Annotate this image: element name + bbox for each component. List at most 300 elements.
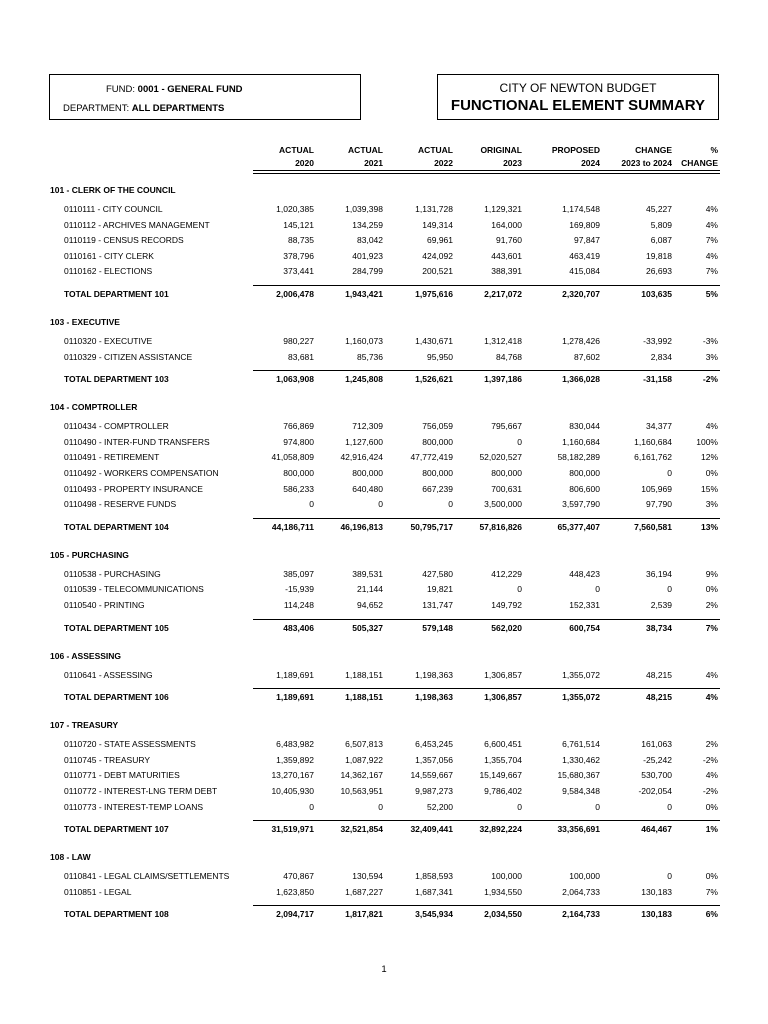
column-header [279,144,314,169]
cell-value: 3,597,790 [562,499,600,510]
cell-value: 756,059 [422,421,453,432]
cell-value: 33,356,691 [557,824,600,835]
total-row [0,621,768,635]
section-title-label: 106 - ASSESSING [50,650,122,661]
cell-value: 800,000 [352,468,383,478]
cell-value: 94,652 [357,600,383,610]
cell-value: 83,681 [288,351,314,362]
column-header-line2: CHANGE [681,157,718,168]
cell-value: 579,148 [422,622,453,633]
table-row-label: 0110841 - LEGAL CLAIMS/SETTLEMENTS [64,871,230,882]
fund-value: 0001 - GENERAL FUND [137,84,243,95]
table-row [0,482,768,496]
section-title-label: 105 - PURCHASING [50,549,129,560]
cell-value: 0 [448,499,453,510]
cell-value: 6,453,245 [415,739,453,750]
cell-value: 0 [667,801,672,812]
page-number: 1 [381,964,387,975]
cell-value: 87,602 [574,351,600,362]
cell-value: 100,000 [491,871,522,882]
cell-value: 2,539 [650,600,672,610]
table-row-label: 0110773 - INTEREST-TEMP LOANS [64,801,204,812]
cell-value: 13% [700,521,718,532]
total-rule [253,285,720,286]
cell-value: 1% [705,824,718,835]
section-title-label: 104 - COMPTROLLER [50,402,138,413]
table-row-label: 0110111 - CITY COUNCIL [64,204,163,214]
table-row-label: 0110320 - EXECUTIVE [64,336,153,346]
cell-value: 443,601 [491,250,522,261]
cell-value: 31,519,971 [271,824,314,835]
cell-value: 6,507,813 [345,739,383,750]
cell-value: 373,441 [283,266,314,277]
cell-value: 0 [667,871,672,882]
table-row [0,497,768,511]
column-header-line2: 2020 [295,157,314,168]
cell-value: 800,000 [422,468,453,478]
cell-value: 65,377,407 [557,521,600,532]
cell-value: 26,693 [646,266,672,277]
cell-value: 5,809 [650,219,672,230]
table-row-label: 0110161 - CITY CLERK [64,250,154,261]
cell-value: 795,667 [491,421,522,432]
cell-value: 6,761,514 [562,739,600,750]
cell-value: 131,747 [422,600,453,610]
cell-value: 100,000 [569,871,600,882]
column-header-line2: 2024 [581,157,600,168]
cell-value: 4% [705,250,718,261]
column-header-line1: ORIGINAL [480,145,522,155]
cell-value: 1,020,385 [276,204,314,214]
cell-value: 95,950 [427,351,453,362]
department-value: ALL DEPARTMENTS [131,103,225,114]
cell-value: 38,734 [646,622,672,633]
cell-value: 378,796 [283,250,314,261]
cell-value: 766,869 [283,421,314,432]
cell-value: 980,227 [283,336,314,346]
table-row [0,768,768,782]
cell-value: 149,792 [491,600,522,610]
report-title-city: CITY OF NEWTON BUDGET [499,81,657,95]
cell-value: 149,314 [422,219,453,230]
table-row-label: 0110772 - INTEREST-LNG TERM DEBT [64,786,218,796]
cell-value: 0 [517,436,522,447]
total-row-label: TOTAL DEPARTMENT 106 [64,692,169,703]
cell-value: 700,631 [491,483,522,494]
cell-value: 15,149,667 [479,770,522,781]
cell-value: 830,044 [569,421,600,432]
cell-value: 0 [667,584,672,595]
cell-value: 88,735 [288,235,314,246]
cell-value: 1,188,151 [345,669,383,680]
cell-value: 6,087 [650,235,672,246]
cell-value: 9,987,273 [415,786,453,796]
cell-value: 412,229 [491,568,522,579]
total-row [0,690,768,704]
cell-value: 1,131,728 [415,204,453,214]
cell-value: 1,366,028 [562,374,600,385]
cell-value: 0 [378,801,383,812]
cell-value: 464,467 [641,824,672,835]
total-row-label: TOTAL DEPARTMENT 107 [64,824,169,835]
fund-line [106,84,243,95]
table-row [0,737,768,751]
cell-value: 401,923 [352,250,383,261]
cell-value: 3% [705,499,718,510]
cell-value: 91,760 [496,235,522,246]
cell-value: 974,800 [283,436,314,447]
column-header-line2: 2023 [503,157,522,168]
cell-value: 1,087,922 [345,754,383,765]
column-header [348,144,383,169]
cell-value: 530,700 [641,770,672,781]
cell-value: 0% [705,468,718,478]
table-row-label: 0110851 - LEGAL [64,886,132,897]
total-rule [253,370,720,371]
cell-value: 448,423 [569,568,600,579]
cell-value: 712,309 [352,421,383,432]
column-header-line1: PROPOSED [551,145,600,155]
total-row [0,287,768,301]
cell-value: 3% [705,351,718,362]
section-title [0,400,768,414]
table-row-label: 0110745 - TREASURY [64,754,150,765]
table-row-label: 0110540 - PRINTING [64,600,145,610]
cell-value: 83,042 [357,235,383,246]
table-row [0,784,768,798]
table-row-label: 0110539 - TELECOMMUNICATIONS [64,584,204,595]
column-header-line1: ACTUAL [418,145,453,155]
column-header [681,144,718,169]
cell-value: 424,092 [422,250,453,261]
cell-value: 103,635 [641,289,672,299]
table-row-label: 0110641 - ASSESSING [64,669,153,680]
cell-value: 2,034,550 [484,909,522,920]
cell-value: 19,818 [646,250,672,261]
cell-value: 42,916,424 [340,452,383,463]
cell-value: 2,064,733 [562,886,600,897]
cell-value: 1,312,418 [484,336,522,346]
cell-value: 1,189,691 [276,669,314,680]
cell-value: 10,405,930 [271,786,314,796]
cell-value: 9% [705,568,718,579]
cell-value: 562,020 [491,622,522,633]
table-row-label: 0110162 - ELECTIONS [64,266,153,277]
cell-value: 0 [595,584,600,595]
cell-value: 15% [700,483,718,494]
cell-value: -2% [702,786,718,796]
cell-value: 5% [705,289,718,299]
cell-value: 47,772,419 [410,452,453,463]
table-row [0,753,768,767]
cell-value: 0 [378,499,383,510]
total-row [0,907,768,921]
table-row-label: 0110490 - INTER-FUND TRANSFERS [64,436,210,447]
cell-value: 152,331 [569,600,600,610]
cell-value: 1,858,593 [415,871,453,882]
cell-value: 2,164,733 [562,909,600,920]
cell-value: 0 [517,584,522,595]
column-header-line2: 2023 to 2024 [621,157,672,168]
total-row [0,822,768,836]
table-row [0,419,768,433]
cell-value: 1,306,857 [484,692,522,703]
fund-info-box [49,74,361,120]
cell-value: 9,786,402 [484,786,522,796]
column-header [552,144,600,169]
cell-value: 48,215 [646,669,672,680]
cell-value: 48,215 [646,692,672,703]
column-header-line1: ACTUAL [279,145,314,155]
cell-value: 385,097 [283,568,314,579]
cell-value: 415,084 [569,266,600,277]
cell-value: 2,006,478 [276,289,314,299]
cell-value: 0 [667,468,672,478]
cell-value: 44,186,711 [271,521,314,532]
total-rule [253,619,720,620]
table-row [0,435,768,449]
cell-value: -15,939 [285,584,314,595]
cell-value: 1,063,908 [276,374,314,385]
cell-value: 130,183 [641,886,672,897]
table-row-label: 0110434 - COMPTROLLER [64,421,169,432]
cell-value: 800,000 [422,436,453,447]
cell-value: 0% [705,584,718,595]
cell-value: 169,809 [569,219,600,230]
cell-value: 2% [705,600,718,610]
section-title [0,649,768,663]
cell-value: 600,754 [569,622,600,633]
department-line [63,103,224,114]
table-row [0,598,768,612]
cell-value: 97,847 [574,235,600,246]
table-row [0,264,768,278]
table-row-label: 0110492 - WORKERS COMPENSATION [64,468,219,478]
table-row [0,249,768,263]
cell-value: 52,200 [427,801,453,812]
cell-value: 0 [517,801,522,812]
cell-value: 6% [705,909,718,920]
cell-value: 161,063 [641,739,672,750]
cell-value: 1,330,462 [562,754,600,765]
table-row [0,218,768,232]
cell-value: 1,623,850 [276,886,314,897]
cell-value: 800,000 [491,468,522,478]
cell-value: 1,355,072 [562,669,600,680]
cell-value: 7% [705,886,718,897]
cell-value: 2% [705,739,718,750]
column-header [480,144,522,169]
total-rule [253,820,720,821]
cell-value: 134,259 [352,219,383,230]
cell-value: 1,129,321 [484,204,522,214]
cell-value: 4% [705,421,718,432]
cell-value: 19,821 [427,584,453,595]
total-row-label: TOTAL DEPARTMENT 103 [64,374,169,385]
cell-value: 1,189,691 [276,692,314,703]
cell-value: 1,526,621 [415,374,453,385]
table-row [0,450,768,464]
cell-value: 14,362,167 [340,770,383,781]
total-row [0,520,768,534]
section-title [0,548,768,562]
section-title [0,183,768,197]
cell-value: 388,391 [491,266,522,277]
table-row-label: 0110112 - ARCHIVES MANAGEMENT [64,219,210,230]
section-title [0,718,768,732]
table-row [0,466,768,480]
column-header-line2: 2022 [434,157,453,168]
cell-value: 1,430,671 [415,336,453,346]
cell-value: 15,680,367 [557,770,600,781]
table-row [0,350,768,364]
table-row-label: 0110119 - CENSUS RECORDS [64,235,184,246]
total-rule [253,905,720,906]
cell-value: 12% [700,452,718,463]
cell-value: 3,545,934 [415,909,453,920]
cell-value: 284,799 [352,266,383,277]
cell-value: 389,531 [352,568,383,579]
table-row-label: 0110720 - STATE ASSESSMENTS [64,739,196,750]
cell-value: 6,161,762 [634,452,672,463]
table-row-label: 0110771 - DEBT MATURITIES [64,770,180,781]
cell-value: 463,419 [569,250,600,261]
cell-value: 483,406 [283,622,314,633]
cell-value: 45,227 [646,204,672,214]
cell-value: -2% [702,754,718,765]
cell-value: 2,217,072 [484,289,522,299]
cell-value: 52,020,527 [479,452,522,463]
cell-value: 427,580 [422,568,453,579]
cell-value: 4% [705,669,718,680]
cell-value: 84,768 [496,351,522,362]
column-header-line1: CHANGE [635,145,672,155]
cell-value: 36,194 [646,568,672,579]
table-row [0,800,768,814]
cell-value: 97,790 [646,499,672,510]
cell-value: 6,600,451 [484,739,522,750]
cell-value: 1,357,056 [415,754,453,765]
cell-value: 1,278,426 [562,336,600,346]
cell-value: -25,242 [643,754,672,765]
cell-value: 50,795,717 [410,521,453,532]
table-row-label: 0110493 - PROPERTY INSURANCE [64,483,203,494]
cell-value: 1,943,421 [345,289,383,299]
cell-value: -202,054 [638,786,672,796]
cell-value: 2,834 [650,351,672,362]
cell-value: 505,327 [352,622,383,633]
cell-value: -31,158 [643,374,672,385]
cell-value: 0% [705,801,718,812]
cell-value: 7% [705,266,718,277]
cell-value: 32,892,224 [479,824,522,835]
cell-value: 667,239 [422,483,453,494]
section-title-label: 107 - TREASURY [50,720,119,731]
cell-value: 58,182,289 [557,452,600,463]
cell-value: 4% [705,770,718,781]
column-header-line1: % [710,145,718,155]
cell-value: 806,600 [569,483,600,494]
cell-value: 14,559,667 [410,770,453,781]
cell-value: 1,687,227 [345,886,383,897]
cell-value: 1,188,151 [345,692,383,703]
cell-value: -2% [702,374,718,385]
cell-value: 2,320,707 [562,289,600,299]
cell-value: 4% [705,204,718,214]
cell-value: 1,174,548 [562,204,600,214]
report-title-main: FUNCTIONAL ELEMENT SUMMARY [450,97,706,114]
column-header-line2: 2021 [364,157,383,168]
cell-value: 1,160,684 [634,436,672,447]
cell-value: 1,355,704 [484,754,522,765]
cell-value: 800,000 [569,468,600,478]
cell-value: 7% [705,235,718,246]
table-row [0,582,768,596]
cell-value: 114,248 [283,600,314,610]
cell-value: 10,563,951 [340,786,383,796]
cell-value: 0 [309,499,314,510]
cell-value: 640,480 [352,483,383,494]
table-row-label: 0110491 - RETIREMENT [64,452,160,463]
cell-value: 1,160,684 [562,436,600,447]
cell-value: 4% [705,692,718,703]
total-row-label: TOTAL DEPARTMENT 101 [64,289,169,299]
section-title-label: 101 - CLERK OF THE COUNCIL [50,185,176,195]
section-title-label: 103 - EXECUTIVE [50,317,120,327]
cell-value: 130,594 [352,871,383,882]
cell-value: 1,397,186 [484,374,522,385]
cell-value: 800,000 [283,468,314,478]
cell-value: 1,817,821 [345,909,383,920]
cell-value: 1,359,892 [276,754,314,765]
table-row-label: 0110538 - PURCHASING [64,568,161,579]
column-header [621,144,672,169]
header-rule-bottom [253,173,720,174]
cell-value: 32,521,854 [340,824,383,835]
cell-value: 4% [705,219,718,230]
cell-value: 1,975,616 [415,289,453,299]
table-row-label: 0110329 - CITIZEN ASSISTANCE [64,351,193,362]
table-row [0,202,768,216]
cell-value: 145,121 [283,219,314,230]
department-label: DEPARTMENT: [63,103,132,114]
cell-value: 34,377 [646,421,672,432]
cell-value: 1,127,600 [345,436,383,447]
column-header [418,144,453,169]
cell-value: 1,934,550 [484,886,522,897]
cell-value: 1,198,363 [415,669,453,680]
cell-value: 164,000 [491,219,522,230]
table-row [0,567,768,581]
cell-value: 85,736 [357,351,383,362]
cell-value: 586,233 [283,483,314,494]
cell-value: 3,500,000 [484,499,522,510]
cell-value: 130,183 [641,909,672,920]
cell-value: 1,198,363 [415,692,453,703]
report-title-box [437,74,719,120]
table-row-label: 0110498 - RESERVE FUNDS [64,499,177,510]
fund-label: FUND: [106,84,138,95]
cell-value: 7% [705,622,718,633]
total-row-label: TOTAL DEPARTMENT 108 [64,909,169,920]
table-row [0,885,768,899]
section-title [0,850,768,864]
cell-value: 0 [595,801,600,812]
cell-value: 2,094,717 [276,909,314,920]
cell-value: 105,969 [641,483,672,494]
cell-value: 1,039,398 [345,204,383,214]
cell-value: -3% [702,336,718,346]
